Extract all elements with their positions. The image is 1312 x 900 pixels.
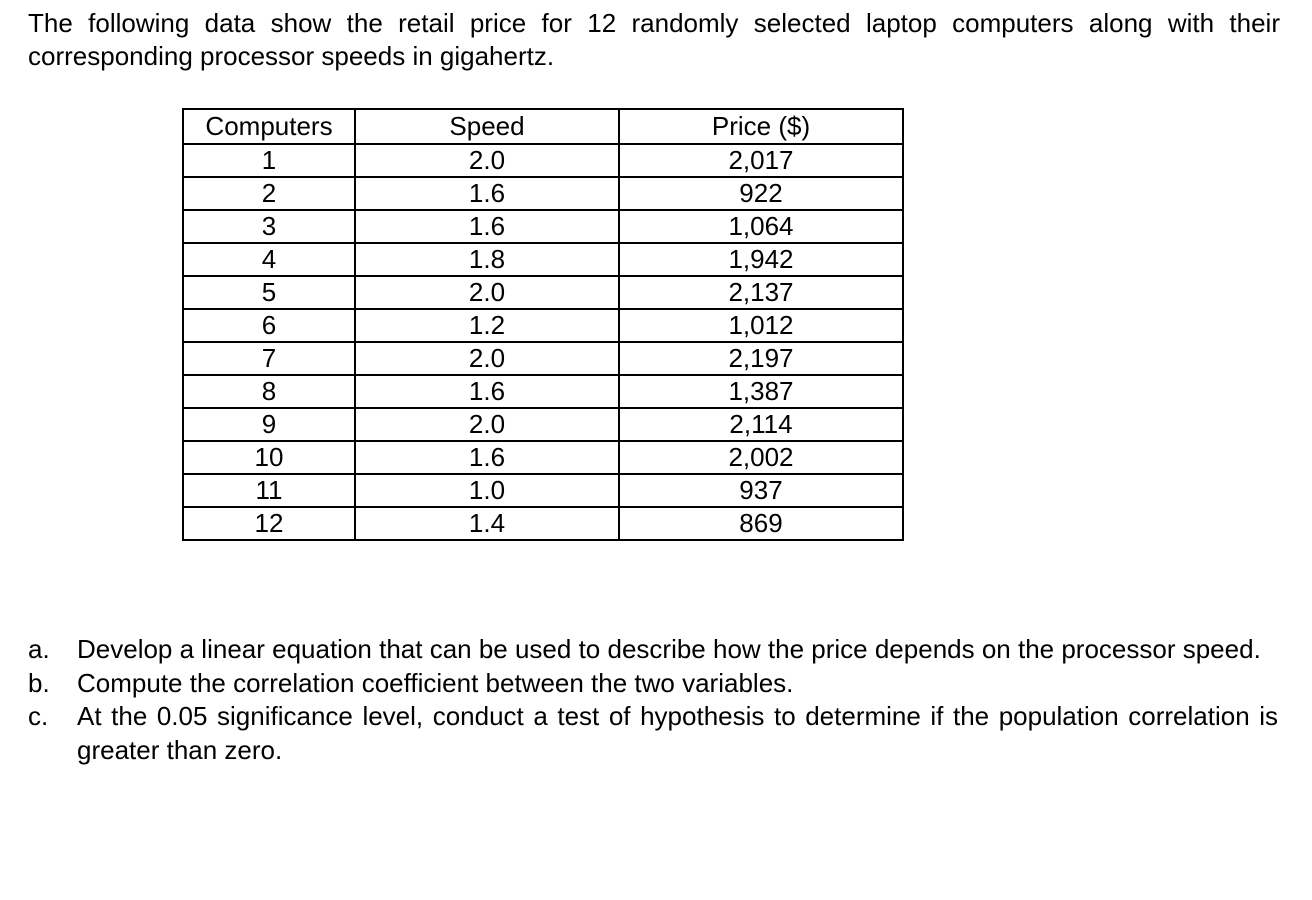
header-computers: Computers bbox=[183, 109, 355, 144]
cell-speed: 2.0 bbox=[355, 408, 619, 441]
table-row bbox=[183, 441, 903, 474]
cell-computer: 2 bbox=[183, 177, 355, 210]
cell-computer: 1 bbox=[183, 144, 355, 177]
cell-price: 1,012 bbox=[619, 309, 903, 342]
cell-price: 922 bbox=[619, 177, 903, 210]
question-letter: c. bbox=[28, 701, 49, 731]
cell-price: 2,114 bbox=[619, 408, 903, 441]
cell-speed: 2.0 bbox=[355, 342, 619, 375]
question-letter: b. bbox=[28, 667, 50, 698]
question-letter: a. bbox=[28, 634, 50, 664]
cell-speed: 1.6 bbox=[355, 375, 619, 408]
cell-computer: 10 bbox=[183, 441, 355, 474]
cell-computer: 8 bbox=[183, 375, 355, 408]
table-row bbox=[183, 309, 903, 342]
cell-speed: 1.6 bbox=[355, 210, 619, 243]
question-text: Compute the correlation coefficient between the two variables. bbox=[77, 667, 794, 698]
cell-computer: 3 bbox=[183, 210, 355, 243]
table-row bbox=[183, 243, 903, 276]
header-price: Price ($) bbox=[619, 109, 903, 144]
cell-price: 869 bbox=[619, 507, 903, 540]
header-speed: Speed bbox=[355, 109, 619, 144]
table-row bbox=[183, 342, 903, 375]
cell-speed: 1.6 bbox=[355, 177, 619, 210]
table-header-row bbox=[183, 109, 903, 144]
cell-speed: 2.0 bbox=[355, 144, 619, 177]
table-row bbox=[183, 474, 903, 507]
table-row bbox=[183, 177, 903, 210]
cell-price: 2,017 bbox=[619, 144, 903, 177]
table-row bbox=[183, 507, 903, 540]
cell-speed: 1.8 bbox=[355, 243, 619, 276]
cell-computer: 12 bbox=[183, 507, 355, 540]
cell-computer: 5 bbox=[183, 276, 355, 309]
question-text: Develop a linear equation that can be used to describe how the price depends on the processor speed. bbox=[77, 634, 1261, 664]
cell-speed: 1.4 bbox=[355, 507, 619, 540]
question-text: At the 0.05 significance level, conduct a test of hypothesis to determine if the population correlation is greater than zero. bbox=[77, 701, 1278, 765]
intro-paragraph: The following data show the retail price for 12 randomly selected laptop computers along with their corresponding processor speeds in gigahertz. bbox=[28, 8, 1280, 71]
cell-computer: 9 bbox=[183, 408, 355, 441]
cell-speed: 1.0 bbox=[355, 474, 619, 507]
cell-speed: 1.6 bbox=[355, 441, 619, 474]
question-a bbox=[28, 633, 1278, 667]
question-c bbox=[28, 700, 1278, 767]
cell-price: 2,197 bbox=[619, 342, 903, 375]
table-row bbox=[183, 375, 903, 408]
cell-speed: 2.0 bbox=[355, 276, 619, 309]
cell-price: 2,002 bbox=[619, 441, 903, 474]
cell-computer: 4 bbox=[183, 243, 355, 276]
cell-price: 1,942 bbox=[619, 243, 903, 276]
laptop-data-table bbox=[182, 108, 904, 541]
table-row bbox=[183, 276, 903, 309]
question-list bbox=[28, 633, 1278, 767]
question-b bbox=[28, 667, 1278, 701]
cell-computer: 11 bbox=[183, 474, 355, 507]
cell-price: 937 bbox=[619, 474, 903, 507]
cell-computer: 7 bbox=[183, 342, 355, 375]
cell-speed: 1.2 bbox=[355, 309, 619, 342]
table-row bbox=[183, 210, 903, 243]
cell-price: 1,387 bbox=[619, 375, 903, 408]
table-row bbox=[183, 408, 903, 441]
table-row bbox=[183, 144, 903, 177]
cell-price: 2,137 bbox=[619, 276, 903, 309]
cell-computer: 6 bbox=[183, 309, 355, 342]
cell-price: 1,064 bbox=[619, 210, 903, 243]
